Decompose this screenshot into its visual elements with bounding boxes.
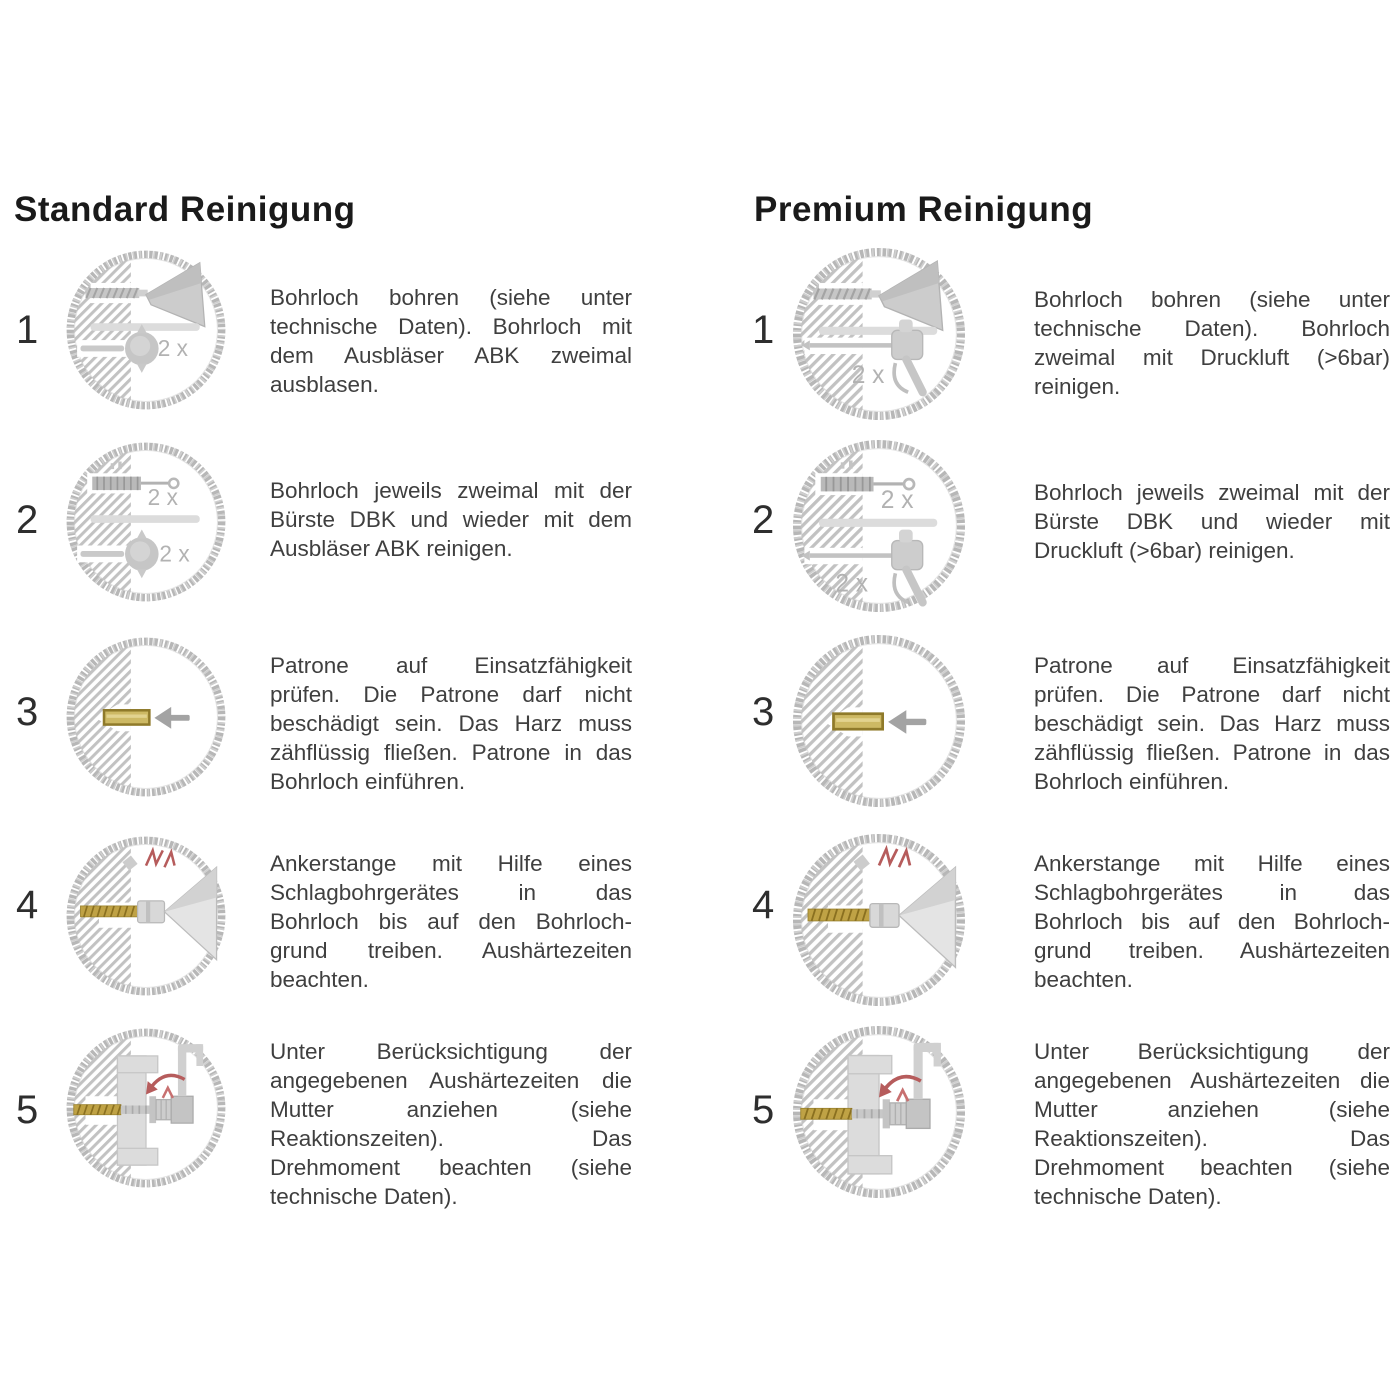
step-text-line: beachten. [1034,967,1133,992]
step-text-line: Drehmoment beachten (siehe [1034,1155,1390,1180]
step-text-line: Bohrloch bohren (siehe unter [270,285,632,310]
drill-air-gun-icon [788,243,970,425]
step-description [270,1037,632,1211]
anchor-rod-drive-icon [62,832,230,1000]
step-text-line: grund treiben. Aushärtezeiten [1034,938,1390,963]
step-text-line: Unter Berücksichtigung der [1034,1039,1390,1064]
tighten-nut-icon [788,1021,970,1203]
step-text-line: beschädigt sein. Das Harz muss [1034,711,1390,736]
brush-blowout-pump-icon [62,438,230,606]
repeat-count-label: 2 x [159,540,190,567]
step-text-line: Mutter anziehen (siehe [1034,1097,1390,1122]
brush-air-gun-icon [788,435,970,617]
repeat-count-label: 2 x [851,362,885,390]
step-text-line: grund treiben. Aushärtezeiten [270,938,632,963]
step-description [270,651,632,796]
step-text-line: angegebenen Aushärtezeiten die [270,1068,632,1093]
repeat-count-label: 2 x [835,570,869,598]
step-number: 2 [752,498,775,542]
step-text-line: Bohrloch bohren (siehe unter [1034,287,1390,312]
tighten-nut-icon [62,1024,230,1192]
step-text-line: dem Ausbläser ABK zweimal [270,343,632,368]
step-number: 3 [752,690,775,734]
step-text-line: Ausbläser ABK reinigen. [270,536,513,561]
step-text-line: prüfen. Die Patrone darf nicht [1034,682,1390,707]
step-text-line: prüfen. Die Patrone darf nicht [270,682,632,707]
repeat-count-label: 2 x [880,486,914,514]
step-text-line: Bohrloch bis auf den Bohrloch- [1034,909,1390,934]
step-description [1034,1037,1390,1211]
step-text-line: technische Daten). [1034,1184,1222,1209]
step-text-line: Bürste DBK und wieder mit [1034,509,1390,534]
step-number: 3 [16,690,39,734]
anchor-rod-drive-icon [788,829,970,1011]
step-text-line: reinigen. [1034,374,1121,399]
cartridge-insert-icon [62,633,230,801]
step-text-line: angegebenen Aushärtezeiten die [1034,1068,1390,1093]
step-text-line: Bohrloch bis auf den Bohrloch- [270,909,632,934]
step-text-line: Drehmoment beachten (siehe [270,1155,632,1180]
step-text-line: Patrone auf Einsatzfähigkeit [270,653,632,678]
step-text-line: Bürste DBK und wieder mit dem [270,507,632,532]
step-number: 1 [16,308,39,352]
step-number: 1 [752,308,775,352]
step-text-line: Bohrloch einführen. [270,769,466,794]
step-description [270,849,632,994]
step-text-line: beachten. [270,967,369,992]
step-text-line: beschädigt sein. Das Harz muss [270,711,632,736]
step-text-line: Schlagbohrgerätes in das [1034,880,1390,905]
step-text-line: Patrone auf Einsatzfähigkeit [1034,653,1390,678]
repeat-count-label: 2 x [157,335,188,362]
step-description [1034,849,1390,994]
standard-column-title: Standard Reinigung [14,190,356,229]
step-text-line: Reaktionszeiten). Das [270,1126,632,1151]
step-text-line: technische Daten). [270,1184,458,1209]
step-text-line: Ankerstange mit Hilfe eines [270,851,632,876]
step-text-line: Mutter anziehen (siehe [270,1097,632,1122]
step-description [270,283,632,399]
step-text-line: Bohrloch jeweils zweimal mit der [1034,480,1390,505]
step-text-line: zähflüssig fließen. Patrone in das [1034,740,1390,765]
step-number: 5 [16,1088,39,1132]
step-text-line: zweimal mit Druckluft (>6bar) [1034,345,1390,370]
step-text-line: Ankerstange mit Hilfe eines [1034,851,1390,876]
step-description [1034,478,1390,565]
step-description [1034,285,1390,401]
step-text-line: ausblasen. [270,372,379,397]
step-number: 4 [752,883,775,927]
step-description [1034,651,1390,796]
step-number: 5 [752,1088,775,1132]
step-text-line: Bohrloch einführen. [1034,769,1230,794]
step-description [270,476,632,563]
step-text-line: Schlagbohrgerätes in das [270,880,632,905]
step-text-line: zähflüssig fließen. Patrone in das [270,740,632,765]
premium-column-title: Premium Reinigung [754,190,1094,229]
step-text-line: Reaktionszeiten). Das [1034,1126,1390,1151]
step-number: 4 [16,883,39,927]
step-number: 2 [16,498,39,542]
cartridge-insert-icon [788,630,970,812]
step-text-line: technische Daten). Bohrloch [1034,316,1390,341]
step-text-line: Druckluft (>6bar) reinigen. [1034,538,1295,563]
step-text-line: technische Daten). Bohrloch mit [270,314,632,339]
drill-blowout-pump-icon [62,246,230,414]
step-text-line: Unter Berücksichtigung der [270,1039,632,1064]
step-text-line: Bohrloch jeweils zweimal mit der [270,478,632,503]
repeat-count-label: 2 x [147,484,178,511]
